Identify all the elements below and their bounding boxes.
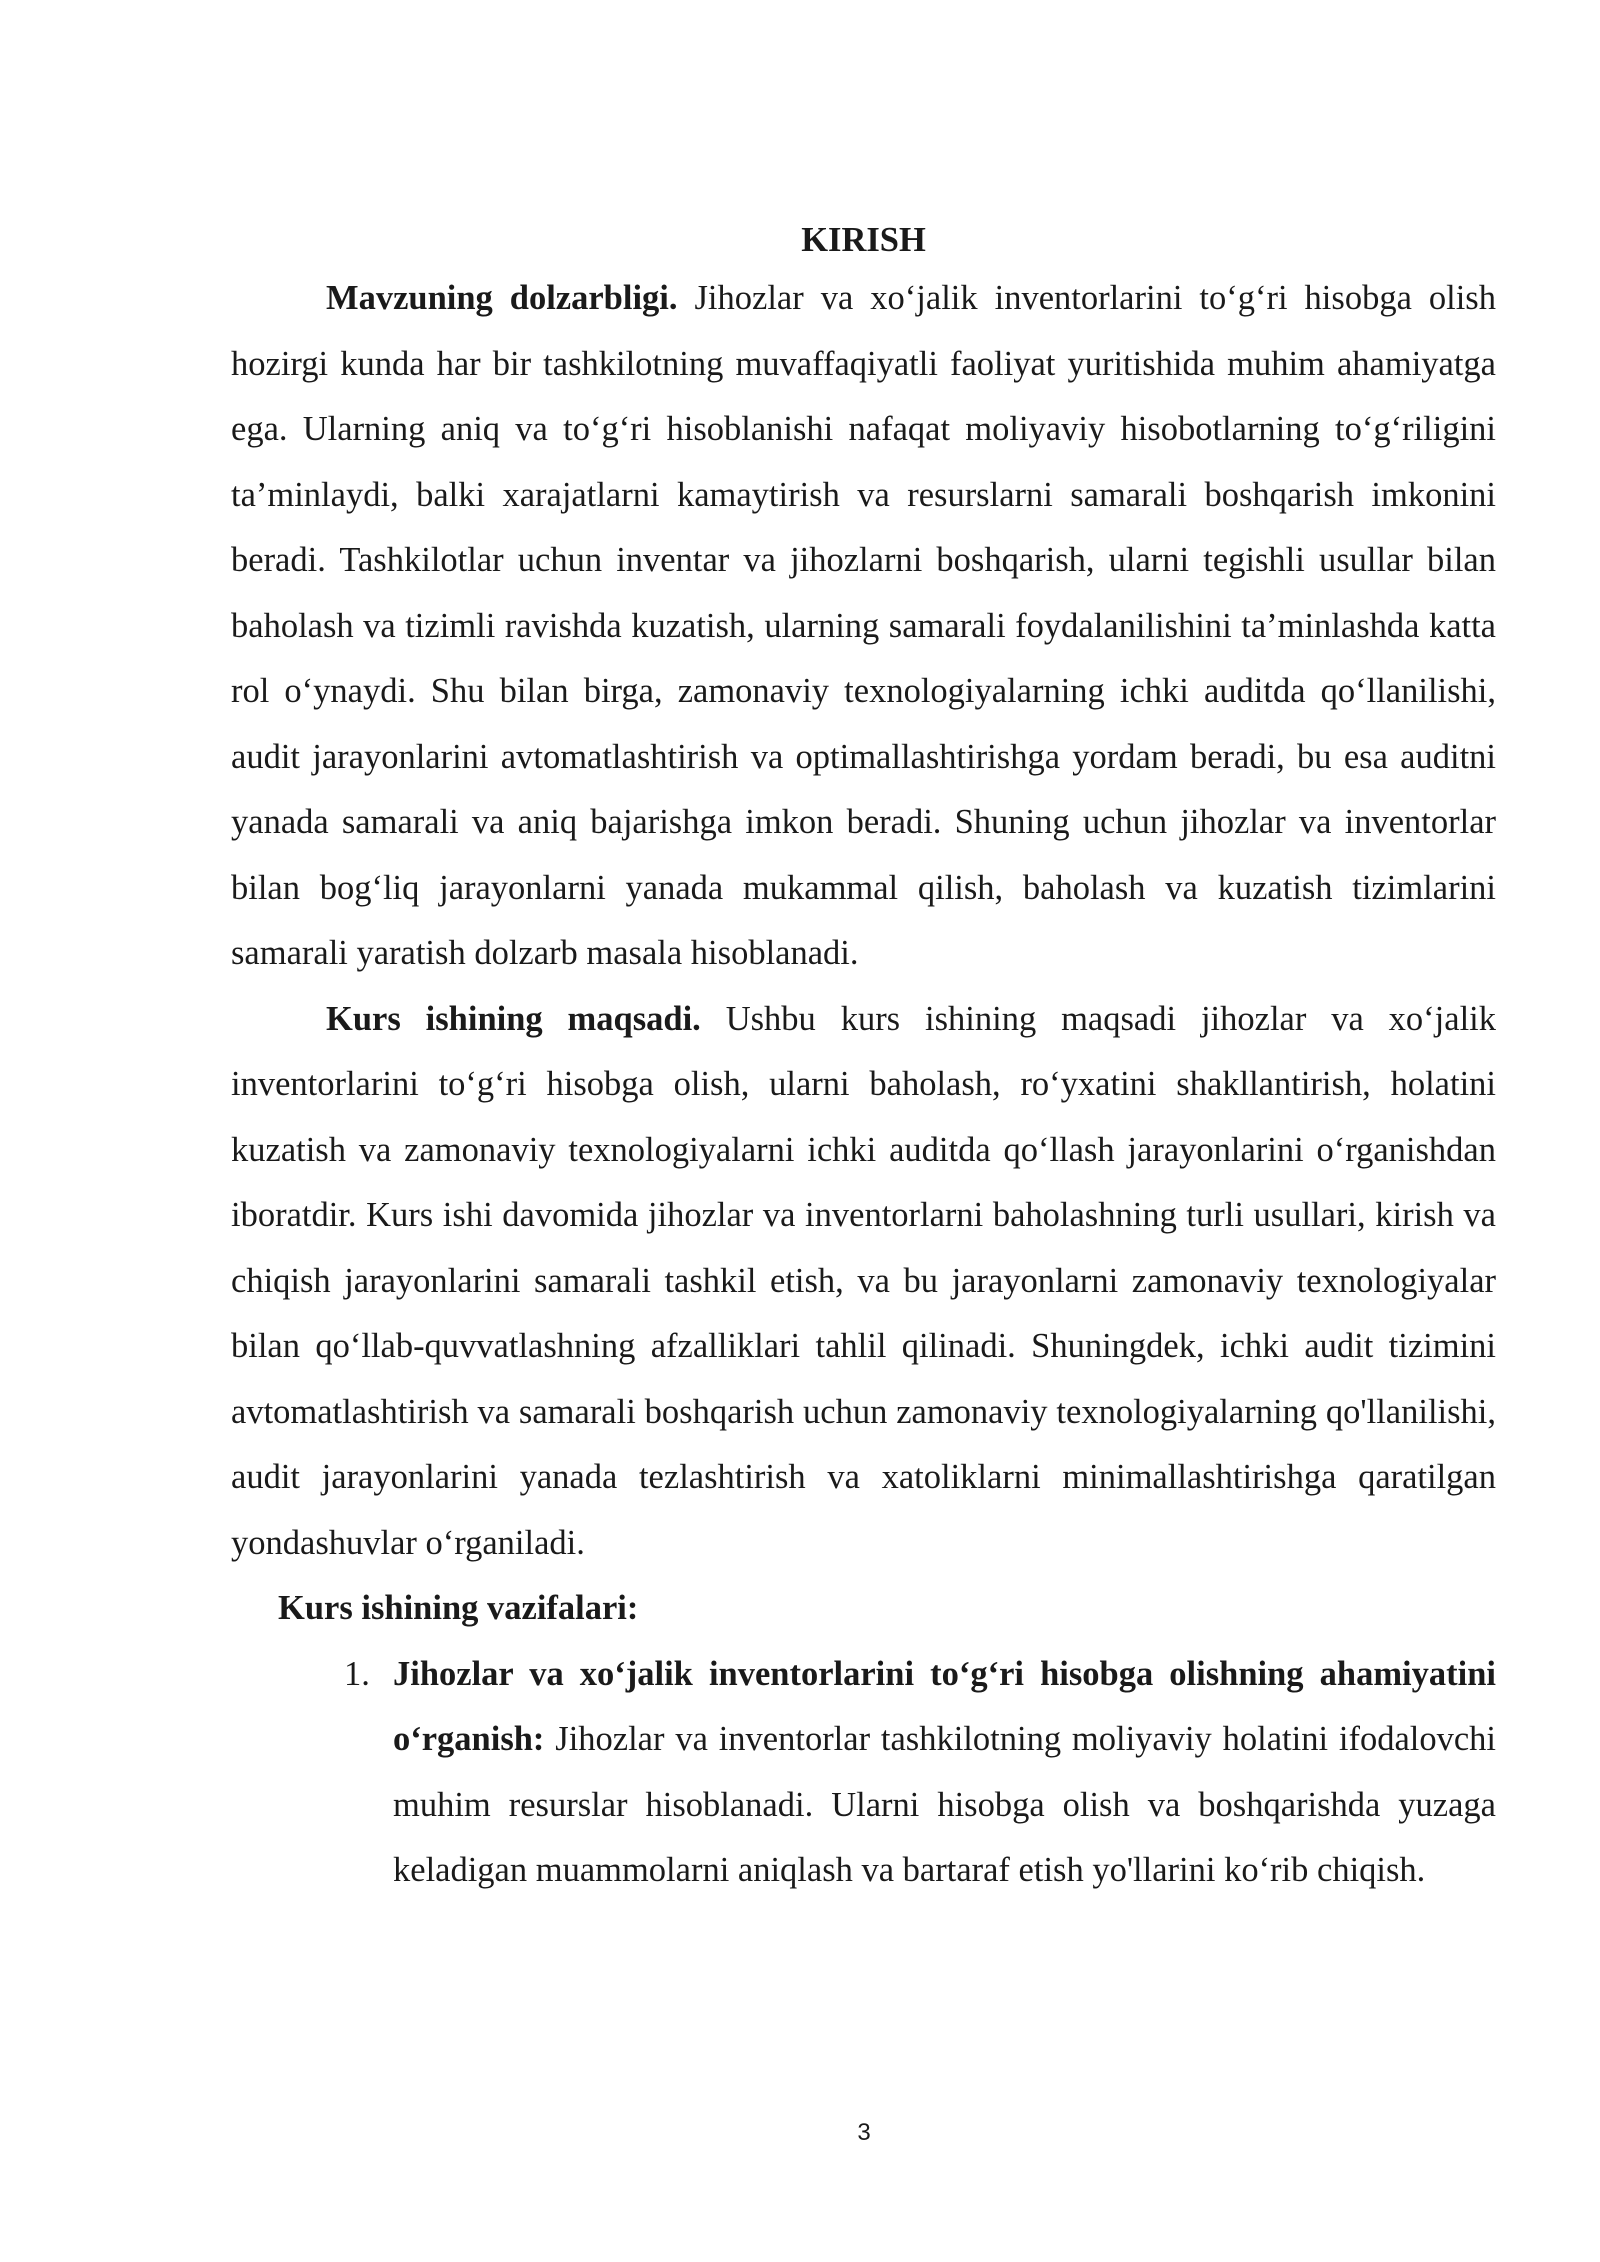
list-item-body: Jihozlar va inventorlar tashkilotning moliyaviy holatini ifodalovchi muhim resurslar hisoblanadi. Ularni hisobga olish va boshqarishda yuzaga keladigan muammolarni aniqlash va bartaraf etish yo'llarini ko‘rib chiqish.	[393, 1720, 1496, 1889]
task-list	[231, 1642, 1496, 1904]
paragraph-relevance	[231, 266, 1496, 987]
section-title: KIRISH	[801, 221, 926, 259]
page-number: 3	[857, 2119, 871, 2146]
paragraph-lead: Mavzuning dolzarbligi.	[326, 279, 678, 317]
tasks-heading: Kurs ishining vazifalari:	[278, 1589, 639, 1627]
list-item-number: 1.	[344, 1654, 370, 1693]
list-item-lead: Jihozlar va xo‘jalik inventorlarini to‘g‘ri hisobga olishning ahamiyatini o‘rganish:	[393, 1654, 1496, 1758]
paragraph-body: Jihozlar va xo‘jalik inventorlarini to‘g‘ri hisobga olish hozirgi kunda har bir tashkilotning muvaffaqiyatli faoliyat yuritishida muhim ahamiyatga ega. Ularning aniq va to‘g‘ri hisoblanishi nafaqat moliyaviy hisobotlarning to‘g‘riligini ta’minlaydi, balki xarajatlarni kamaytirish va resurslarni samarali boshqarish imkonini beradi. Tashkilotlar uchun inventar va jihozlarni boshqarish, ularni tegishli usullar bilan baholash va tizimli ravishda kuzatish, ularning samarali foydalanilishini ta’minlashda katta rol o‘ynaydi. Shu bilan birga, zamonaviy texnologiyalarning ichki auditda qo‘llanilishi, audit jarayonlarini avtomatlashtirish va optimallashtirishga yordam beradi, bu esa auditni yanada samarali va aniq bajarishga imkon beradi. Shuning uchun jihozlar va inventorlar bilan bog‘liq jarayonlarni yanada mukammal qilish, baholash va kuzatish tizimlarini samarali yaratish dolzarb masala hisoblanadi.	[231, 279, 1496, 972]
paragraph-body: Ushbu kurs ishining maqsadi jihozlar va xo‘jalik inventorlarini to‘g‘ri hisobga olish, ularni baholash, ro‘yxatini shakllantirish, holatini kuzatish va zamonaviy texnologiyalarni ichki auditda qo‘llash jarayonlarini o‘rganishdan iboratdir. Kurs ishi davomida jihozlar va inventorlarni baholashning turli usullari, kirish va chiqish jarayonlarini samarali tashkil etish, va bu jarayonlarni zamonaviy texnologiyalar bilan qo‘llab-quvvatlashning afzalliklari tahlil qilinadi. Shuningdek, ichki audit tizimini avtomatlashtirish va samarali boshqarish uchun zamonaviy texnologiyalarning qo'llanilishi, audit jarayonlarini yanada tezlashtirish va xatoliklarni minimallashtirishga qaratilgan yondashuvlar o‘rganiladi.	[231, 999, 1496, 1562]
list-item	[231, 1642, 1496, 1904]
page-content	[231, 214, 1496, 1904]
paragraph-goal	[231, 987, 1496, 1577]
paragraph-lead: Kurs ishining maqsadi.	[326, 999, 701, 1038]
